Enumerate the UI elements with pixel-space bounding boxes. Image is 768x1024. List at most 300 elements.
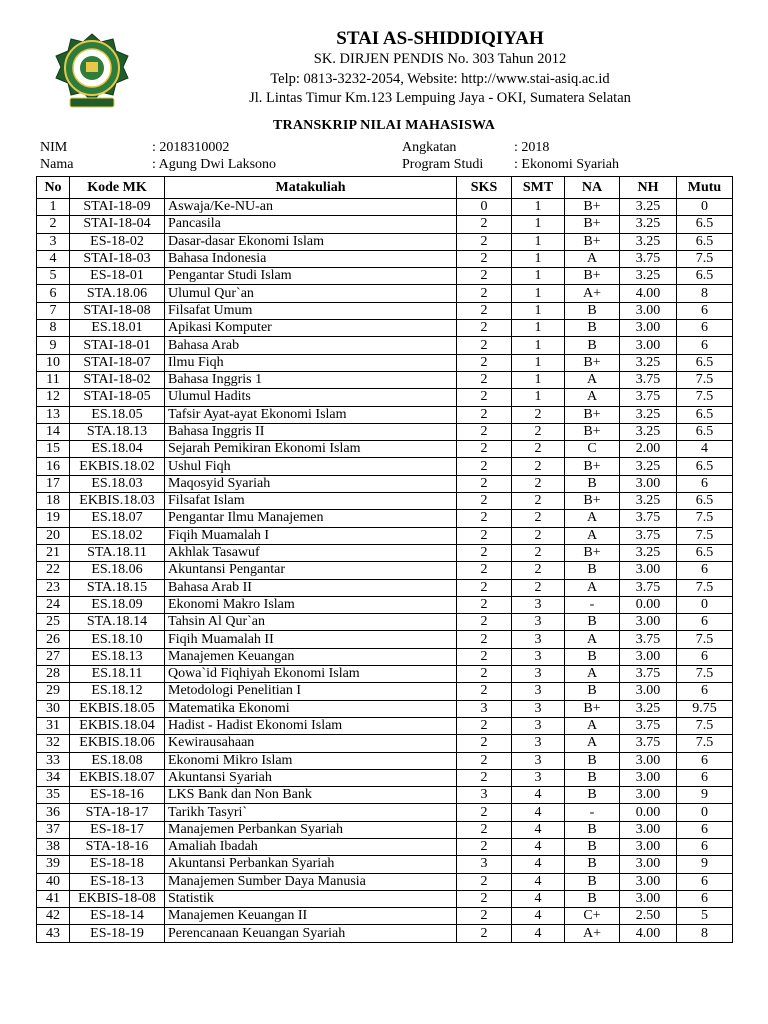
col-header-no: No	[37, 177, 70, 199]
cell-na: A	[565, 735, 620, 752]
cell-no: 8	[37, 320, 70, 337]
cell-nh: 3.00	[620, 337, 677, 354]
cell-matakuliah: Ekonomi Mikro Islam	[165, 752, 457, 769]
cell-sks: 3	[457, 856, 512, 873]
cell-smt: 3	[512, 614, 565, 631]
cell-mutu: 6.5	[677, 544, 733, 561]
cell-sks: 2	[457, 631, 512, 648]
cell-matakuliah: Manajemen Keuangan II	[165, 908, 457, 925]
cell-mutu: 6	[677, 769, 733, 786]
table-row	[37, 544, 733, 561]
cell-mutu: 4	[677, 441, 733, 458]
cell-nh: 3.00	[620, 838, 677, 855]
cell-mutu: 8	[677, 925, 733, 942]
cell-kode-mk: STA.18.14	[70, 614, 165, 631]
cell-sks: 2	[457, 458, 512, 475]
cell-smt: 2	[512, 423, 565, 440]
cell-matakuliah: Pengantar Ilmu Manajemen	[165, 510, 457, 527]
cell-sks: 2	[457, 648, 512, 665]
col-header-sks: SKS	[457, 177, 512, 199]
cell-matakuliah: Sejarah Pemikiran Ekonomi Islam	[165, 441, 457, 458]
cell-no: 43	[37, 925, 70, 942]
cell-mutu: 6.5	[677, 268, 733, 285]
cell-na: B+	[565, 544, 620, 561]
cell-no: 14	[37, 423, 70, 440]
document-title: TRANSKRIP NILAI MAHASISWA	[272, 118, 496, 133]
cell-nh: 3.75	[620, 371, 677, 388]
cell-matakuliah: Bahasa Arab II	[165, 579, 457, 596]
cell-matakuliah: Tarikh Tasyri`	[165, 804, 457, 821]
cell-na: B	[565, 838, 620, 855]
cell-mutu: 0	[677, 199, 733, 216]
cell-no: 42	[37, 908, 70, 925]
table-row	[37, 199, 733, 216]
table-row	[37, 579, 733, 596]
cell-matakuliah: Maqosyid Syariah	[165, 475, 457, 492]
cell-mutu: 6	[677, 302, 733, 319]
table-row	[37, 458, 733, 475]
grades-table	[36, 176, 733, 943]
cell-nh: 3.00	[620, 873, 677, 890]
col-header-nh: NH	[620, 177, 677, 199]
cell-smt: 4	[512, 804, 565, 821]
cell-kode-mk: EKBIS.18.07	[70, 769, 165, 786]
cell-kode-mk: ES-18-17	[70, 821, 165, 838]
cell-na: -	[565, 804, 620, 821]
cell-nh: 3.25	[620, 458, 677, 475]
cell-kode-mk: ES-18-14	[70, 908, 165, 925]
table-row	[37, 371, 733, 388]
table-row	[37, 908, 733, 925]
cell-no: 19	[37, 510, 70, 527]
cell-matakuliah: Qowa`id Fiqhiyah Ekonomi Islam	[165, 666, 457, 683]
cell-na: A	[565, 666, 620, 683]
cell-smt: 1	[512, 389, 565, 406]
cell-matakuliah: Dasar-dasar Ekonomi Islam	[165, 233, 457, 250]
table-row	[37, 614, 733, 631]
table-row	[37, 216, 733, 233]
cell-no: 24	[37, 596, 70, 613]
cell-smt: 2	[512, 510, 565, 527]
cell-mutu: 6.5	[677, 423, 733, 440]
cell-matakuliah: Pengantar Studi Islam	[165, 268, 457, 285]
cell-matakuliah: Ushul Fiqh	[165, 458, 457, 475]
cell-no: 16	[37, 458, 70, 475]
cell-mutu: 7.5	[677, 510, 733, 527]
cell-smt: 1	[512, 233, 565, 250]
table-row	[37, 666, 733, 683]
table-row	[37, 389, 733, 406]
cell-nh: 3.25	[620, 233, 677, 250]
cell-kode-mk: ES.18.03	[70, 475, 165, 492]
cell-no: 2	[37, 216, 70, 233]
cell-nh: 3.00	[620, 320, 677, 337]
cell-sks: 2	[457, 493, 512, 510]
cell-mutu: 7.5	[677, 371, 733, 388]
cell-nh: 3.00	[620, 769, 677, 786]
cell-mutu: 6	[677, 752, 733, 769]
cell-na: B	[565, 752, 620, 769]
cell-smt: 3	[512, 717, 565, 734]
cell-nh: 3.75	[620, 666, 677, 683]
cell-kode-mk: STAI-18-04	[70, 216, 165, 233]
cell-mutu: 6	[677, 320, 733, 337]
cell-na: B+	[565, 700, 620, 717]
cell-na: B+	[565, 423, 620, 440]
cell-sks: 2	[457, 527, 512, 544]
cell-kode-mk: ES.18.12	[70, 683, 165, 700]
cell-matakuliah: Manajemen Perbankan Syariah	[165, 821, 457, 838]
cell-kode-mk: ES-18-13	[70, 873, 165, 890]
table-row	[37, 821, 733, 838]
cell-matakuliah: Bahasa Indonesia	[165, 250, 457, 267]
cell-mutu: 5	[677, 908, 733, 925]
cell-kode-mk: STA.18.11	[70, 544, 165, 561]
col-header-na: NA	[565, 177, 620, 199]
cell-na: B+	[565, 199, 620, 216]
cell-smt: 2	[512, 527, 565, 544]
cell-no: 26	[37, 631, 70, 648]
cell-sks: 2	[457, 596, 512, 613]
cell-na: B	[565, 787, 620, 804]
table-row	[37, 268, 733, 285]
table-row	[37, 354, 733, 371]
cell-kode-mk: STA.18.06	[70, 285, 165, 302]
nama-value: : Agung Dwi Laksono	[152, 157, 277, 172]
cell-no: 23	[37, 579, 70, 596]
cell-no: 32	[37, 735, 70, 752]
table-row	[37, 562, 733, 579]
table-row	[37, 406, 733, 423]
cell-sks: 2	[457, 908, 512, 925]
cell-sks: 2	[457, 804, 512, 821]
cell-sks: 0	[457, 199, 512, 216]
cell-smt: 4	[512, 821, 565, 838]
angkatan-label: Angkatan	[402, 140, 457, 155]
cell-sks: 2	[457, 614, 512, 631]
cell-no: 25	[37, 614, 70, 631]
table-row	[37, 631, 733, 648]
cell-mutu: 8	[677, 285, 733, 302]
col-header-smt: SMT	[512, 177, 565, 199]
cell-na: B	[565, 873, 620, 890]
cell-matakuliah: LKS Bank dan Non Bank	[165, 787, 457, 804]
cell-sks: 2	[457, 250, 512, 267]
cell-matakuliah: Tahsin Al Qur`an	[165, 614, 457, 631]
cell-na: C+	[565, 908, 620, 925]
table-row	[37, 700, 733, 717]
cell-kode-mk: ES.18.10	[70, 631, 165, 648]
table-row	[37, 441, 733, 458]
cell-nh: 3.75	[620, 735, 677, 752]
cell-no: 39	[37, 856, 70, 873]
cell-matakuliah: Hadist - Hadist Ekonomi Islam	[165, 717, 457, 734]
cell-smt: 3	[512, 596, 565, 613]
cell-no: 41	[37, 890, 70, 907]
table-row	[37, 423, 733, 440]
address-line: Jl. Lintas Timur Km.123 Lempuing Jaya - OKI, Sumatera Selatan	[249, 90, 631, 106]
cell-no: 28	[37, 666, 70, 683]
table-row	[37, 752, 733, 769]
cell-mutu: 6.5	[677, 406, 733, 423]
cell-kode-mk: STAI-18-07	[70, 354, 165, 371]
cell-sks: 2	[457, 544, 512, 561]
cell-nh: 3.00	[620, 890, 677, 907]
cell-kode-mk: ES-18-19	[70, 925, 165, 942]
cell-sks: 2	[457, 302, 512, 319]
cell-mutu: 6.5	[677, 216, 733, 233]
cell-matakuliah: Ulumul Hadits	[165, 389, 457, 406]
cell-no: 29	[37, 683, 70, 700]
cell-na: B+	[565, 406, 620, 423]
cell-na: B	[565, 320, 620, 337]
cell-smt: 4	[512, 925, 565, 942]
university-seal-icon	[52, 32, 132, 112]
cell-no: 38	[37, 838, 70, 855]
cell-kode-mk: ES.18.06	[70, 562, 165, 579]
cell-sks: 2	[457, 389, 512, 406]
cell-nh: 3.25	[620, 423, 677, 440]
cell-no: 3	[37, 233, 70, 250]
cell-no: 11	[37, 371, 70, 388]
cell-na: A+	[565, 285, 620, 302]
cell-nh: 3.00	[620, 787, 677, 804]
cell-mutu: 6	[677, 838, 733, 855]
cell-nh: 3.00	[620, 614, 677, 631]
table-row	[37, 285, 733, 302]
cell-nh: 3.25	[620, 406, 677, 423]
cell-matakuliah: Filsafat Islam	[165, 493, 457, 510]
cell-matakuliah: Statistik	[165, 890, 457, 907]
cell-sks: 2	[457, 838, 512, 855]
cell-smt: 3	[512, 666, 565, 683]
cell-kode-mk: ES-18-02	[70, 233, 165, 250]
cell-kode-mk: STA-18-17	[70, 804, 165, 821]
cell-sks: 2	[457, 562, 512, 579]
cell-matakuliah: Fiqih Muamalah I	[165, 527, 457, 544]
cell-no: 17	[37, 475, 70, 492]
cell-mutu: 0	[677, 596, 733, 613]
cell-na: A	[565, 717, 620, 734]
cell-nh: 0.00	[620, 596, 677, 613]
cell-mutu: 7.5	[677, 666, 733, 683]
cell-na: B+	[565, 354, 620, 371]
cell-nh: 3.75	[620, 579, 677, 596]
nim-label: NIM	[40, 140, 68, 155]
cell-sks: 2	[457, 371, 512, 388]
cell-sks: 2	[457, 873, 512, 890]
cell-smt: 4	[512, 787, 565, 804]
cell-matakuliah: Bahasa Inggris 1	[165, 371, 457, 388]
cell-smt: 1	[512, 250, 565, 267]
cell-nh: 3.25	[620, 493, 677, 510]
cell-sks: 2	[457, 354, 512, 371]
cell-matakuliah: Ilmu Fiqh	[165, 354, 457, 371]
cell-na: A	[565, 250, 620, 267]
cell-mutu: 6	[677, 562, 733, 579]
cell-smt: 1	[512, 302, 565, 319]
cell-smt: 1	[512, 354, 565, 371]
cell-sks: 2	[457, 579, 512, 596]
cell-matakuliah: Manajemen Sumber Daya Manusia	[165, 873, 457, 890]
cell-na: A	[565, 371, 620, 388]
cell-no: 37	[37, 821, 70, 838]
cell-mutu: 9.75	[677, 700, 733, 717]
col-header-mutu: Mutu	[677, 177, 733, 199]
cell-mutu: 7.5	[677, 579, 733, 596]
cell-nh: 3.75	[620, 631, 677, 648]
cell-kode-mk: ES.18.01	[70, 320, 165, 337]
cell-smt: 2	[512, 441, 565, 458]
cell-kode-mk: ES-18-16	[70, 787, 165, 804]
cell-sks: 2	[457, 666, 512, 683]
cell-na: B	[565, 337, 620, 354]
table-row	[37, 925, 733, 942]
cell-nh: 4.00	[620, 285, 677, 302]
cell-sks: 2	[457, 735, 512, 752]
cell-smt: 2	[512, 544, 565, 561]
cell-na: B+	[565, 216, 620, 233]
cell-na: A	[565, 527, 620, 544]
cell-smt: 4	[512, 908, 565, 925]
table-row	[37, 648, 733, 665]
table-row	[37, 337, 733, 354]
cell-no: 6	[37, 285, 70, 302]
cell-kode-mk: STA-18-16	[70, 838, 165, 855]
cell-no: 7	[37, 302, 70, 319]
cell-matakuliah: Kewirausahaan	[165, 735, 457, 752]
cell-smt: 2	[512, 562, 565, 579]
cell-mutu: 7.5	[677, 631, 733, 648]
cell-smt: 3	[512, 752, 565, 769]
cell-smt: 1	[512, 337, 565, 354]
table-row	[37, 804, 733, 821]
cell-na: -	[565, 596, 620, 613]
cell-na: B+	[565, 458, 620, 475]
nama-label: Nama	[40, 157, 74, 172]
cell-mutu: 0	[677, 804, 733, 821]
cell-sks: 2	[457, 769, 512, 786]
cell-sks: 3	[457, 700, 512, 717]
cell-smt: 3	[512, 631, 565, 648]
cell-kode-mk: STAI-18-01	[70, 337, 165, 354]
cell-nh: 3.25	[620, 354, 677, 371]
table-row	[37, 735, 733, 752]
cell-kode-mk: ES.18.11	[70, 666, 165, 683]
cell-no: 1	[37, 199, 70, 216]
institution-name: STAI AS-SHIDDIQIYAH	[336, 28, 544, 49]
cell-kode-mk: ES.18.09	[70, 596, 165, 613]
cell-no: 27	[37, 648, 70, 665]
cell-smt: 1	[512, 371, 565, 388]
cell-na: B	[565, 614, 620, 631]
cell-nh: 3.00	[620, 302, 677, 319]
cell-nh: 3.00	[620, 475, 677, 492]
cell-nh: 3.25	[620, 544, 677, 561]
cell-no: 13	[37, 406, 70, 423]
cell-smt: 2	[512, 458, 565, 475]
cell-mutu: 6	[677, 683, 733, 700]
cell-smt: 1	[512, 285, 565, 302]
cell-mutu: 6.5	[677, 354, 733, 371]
cell-smt: 2	[512, 493, 565, 510]
col-header-kode-mk: Kode MK	[70, 177, 165, 199]
cell-sks: 2	[457, 717, 512, 734]
table-row	[37, 233, 733, 250]
cell-kode-mk: STAI-18-02	[70, 371, 165, 388]
cell-kode-mk: EKBIS.18.06	[70, 735, 165, 752]
cell-matakuliah: Akhlak Tasawuf	[165, 544, 457, 561]
cell-matakuliah: Bahasa Arab	[165, 337, 457, 354]
cell-sks: 2	[457, 406, 512, 423]
cell-na: B+	[565, 493, 620, 510]
cell-mutu: 6	[677, 475, 733, 492]
cell-sks: 2	[457, 890, 512, 907]
cell-matakuliah: Aswaja/Ke-NU-an	[165, 199, 457, 216]
cell-kode-mk: STAI-18-08	[70, 302, 165, 319]
cell-smt: 1	[512, 199, 565, 216]
cell-no: 40	[37, 873, 70, 890]
cell-sks: 2	[457, 510, 512, 527]
table-row	[37, 873, 733, 890]
cell-smt: 2	[512, 406, 565, 423]
cell-kode-mk: EKBIS.18.04	[70, 717, 165, 734]
cell-nh: 3.75	[620, 250, 677, 267]
table-row	[37, 787, 733, 804]
cell-mutu: 6	[677, 337, 733, 354]
cell-na: B	[565, 769, 620, 786]
cell-sks: 2	[457, 285, 512, 302]
cell-no: 36	[37, 804, 70, 821]
table-row	[37, 510, 733, 527]
cell-no: 15	[37, 441, 70, 458]
decree-line: SK. DIRJEN PENDIS No. 303 Tahun 2012	[313, 51, 567, 67]
letterhead	[0, 0, 768, 112]
cell-kode-mk: STAI-18-03	[70, 250, 165, 267]
cell-na: A+	[565, 925, 620, 942]
cell-smt: 4	[512, 873, 565, 890]
cell-nh: 2.00	[620, 441, 677, 458]
cell-na: A	[565, 389, 620, 406]
cell-na: B+	[565, 268, 620, 285]
table-row	[37, 475, 733, 492]
cell-mutu: 6	[677, 821, 733, 838]
contact-line: Telp: 0813-3232-2054, Website: http://www.stai-asiq.ac.id	[270, 70, 610, 87]
cell-sks: 2	[457, 320, 512, 337]
cell-matakuliah: Akuntansi Syariah	[165, 769, 457, 786]
cell-sks: 2	[457, 475, 512, 492]
cell-no: 10	[37, 354, 70, 371]
cell-sks: 2	[457, 216, 512, 233]
cell-smt: 4	[512, 890, 565, 907]
cell-nh: 3.75	[620, 389, 677, 406]
cell-no: 33	[37, 752, 70, 769]
table-row	[37, 250, 733, 267]
cell-kode-mk: EKBIS-18-08	[70, 890, 165, 907]
cell-nh: 3.75	[620, 510, 677, 527]
cell-mutu: 7.5	[677, 735, 733, 752]
cell-matakuliah: Perencanaan Keuangan Syariah	[165, 925, 457, 942]
cell-sks: 2	[457, 337, 512, 354]
cell-matakuliah: Manajemen Keuangan	[165, 648, 457, 665]
cell-nh: 4.00	[620, 925, 677, 942]
cell-mutu: 9	[677, 856, 733, 873]
cell-smt: 3	[512, 683, 565, 700]
table-row	[37, 493, 733, 510]
cell-smt: 1	[512, 268, 565, 285]
cell-kode-mk: STA.18.15	[70, 579, 165, 596]
cell-kode-mk: STAI-18-09	[70, 199, 165, 216]
